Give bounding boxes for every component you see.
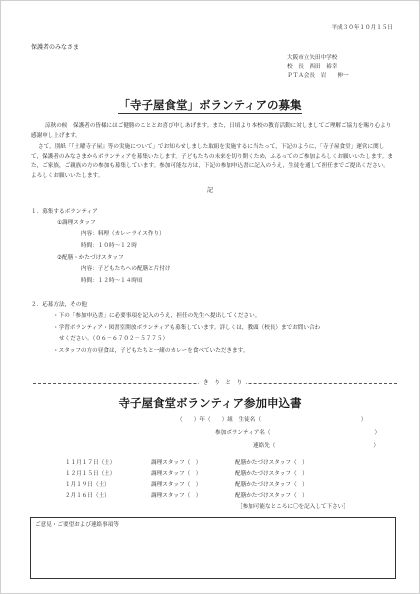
section2-bullet2-line1: ・学習ボランティア・図書室開放ボランティアも募集しています。詳しくは，教頭（校長）までお問い合わ [53, 325, 321, 331]
form-line2-close: ） [374, 430, 381, 436]
schedule-date: １１月１７日（土） [65, 460, 116, 466]
form-title: 寺子屋食堂ボランティア参加申込書 [118, 396, 302, 410]
schedule-row [65, 492, 308, 500]
job1-time: 時間：１０時～１２時 [81, 243, 137, 249]
form-line2-label: 参加ボランティア名（ [215, 430, 271, 436]
sender-pta: ＰＴＡ会長 岩 伸一 [287, 73, 349, 79]
job1-content: 内容：料理（カレーライス作り） [81, 231, 165, 237]
form-contact [253, 442, 379, 450]
page-title: 「寺子屋食堂」ボランティアの募集 [118, 98, 302, 112]
serve-staff-option[interactable]: 配膳かたづけスタッフ（ ） [235, 460, 308, 466]
form-volunteer-name [215, 429, 380, 437]
serve-staff-option[interactable]: 配膳かたづけスタッフ（ ） [235, 471, 308, 477]
schedule-date: ２月１６日（土） [65, 493, 110, 499]
section2-bullet3: ・スタッフの方の昼食は，子どもたちと一緒のカレーを食べていただきます。 [53, 348, 249, 354]
ki-heading: 記 [206, 187, 213, 194]
job2-content: 内容：子どもたちへの配膳と片付け [81, 266, 171, 272]
job1-title: ①調理スタッフ [57, 220, 96, 226]
intro-paragraph-2: さて，別紙「『土曜寺子屋』等の実施について」でお知らせしました取組を実施するに当たって，下記のように，「寺子屋食堂」運営に関して，保護者のみなさまからボランティアを募集いたします。子どもたちの未来を切り開くため，ふるってのご参加よろしくお願いいたします。また，ご家族，ご親族の方の参加も募集しています。参加可能な方は，下記の参加申込書に記入のうえ，生徒を通して担任までご提出ください。よろしくお願いいたします。 [31, 144, 393, 179]
form-line3-label: 連絡先（ [253, 443, 276, 449]
cook-staff-option[interactable]: 調理スタッフ（ ） [151, 482, 202, 488]
job2-title: ②配膳・かたづけスタッフ [57, 255, 124, 261]
comment-box[interactable] [30, 517, 396, 579]
form-line3-close: ） [373, 443, 379, 449]
date: 平成３０年１０月１５日 [331, 25, 393, 31]
schedule-note: ［参加可能なところに〇を記入して下さい］ [237, 504, 349, 510]
section1-heading: １．募集するボランティア [31, 209, 98, 215]
intro-paragraph-1: 涼秋の候 保護者の皆様にはご健勝のこととお喜び申しあげます。また，日頃より本校の教育活動に対しましてご理解ご協力を賜り心より感謝申し上げます。 [31, 123, 392, 139]
cook-staff-option[interactable]: 調理スタッフ（ ） [151, 460, 202, 466]
form-title-wrap [1, 392, 419, 411]
schedule-date: １月１９日（土） [65, 482, 110, 488]
schedule-row [65, 481, 308, 489]
form-line1-label: （ ）年（ ）組 生徒名（ [177, 417, 261, 423]
addressee: 保護者のみなさま [31, 44, 80, 51]
schedule-row [65, 470, 308, 478]
sender-org: 大阪市立矢田中学校 [287, 55, 338, 61]
section2-bullet1: ・下の「参加申込書」に必要事項を記入のうえ，担任の先生へ提出してください。 [53, 313, 261, 319]
cut-label: き り と り [199, 379, 246, 387]
section2-bullet2-line2: せください。（０６－６７０２－５７７５） [59, 336, 169, 342]
title-wrap [1, 94, 419, 114]
serve-staff-option[interactable]: 配膳かたづけスタッフ（ ） [235, 493, 308, 499]
cook-staff-option[interactable]: 調理スタッフ（ ） [151, 471, 202, 477]
form-line1-close: ） [360, 417, 367, 423]
section2-heading: ２．応募方法，その他 [31, 302, 87, 308]
serve-staff-option[interactable]: 配膳かたづけスタッフ（ ） [235, 482, 308, 488]
job2-time: 時間：１２時～１４時頃 [81, 278, 143, 284]
schedule-date: １２月１５日（土） [65, 471, 116, 477]
schedule-row [65, 459, 308, 467]
sender-principal: 校 長 西田 裕幸 [287, 64, 338, 70]
cook-staff-option[interactable]: 調理スタッフ（ ） [151, 493, 202, 499]
comment-label: ご意見・ご要望および連絡事項等 [35, 522, 119, 528]
form-grade-class-name [177, 416, 367, 424]
